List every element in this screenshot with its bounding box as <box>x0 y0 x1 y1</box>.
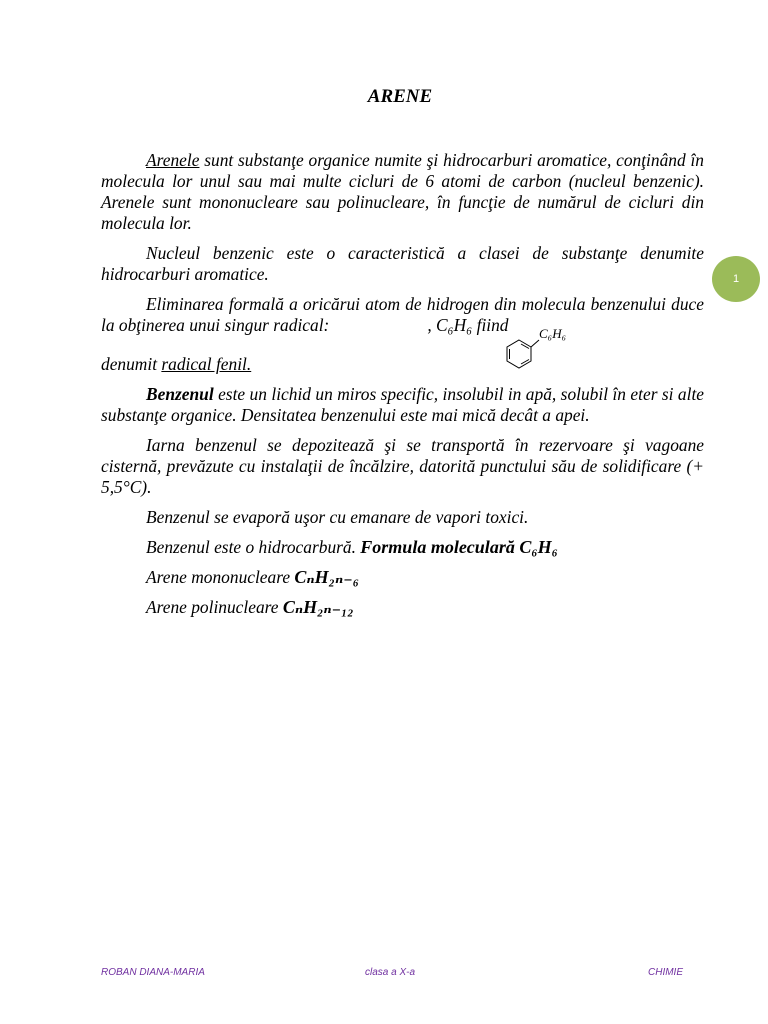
paragraph-fenil <box>101 354 704 375</box>
term-benzenul: Benzenul <box>146 384 214 404</box>
paragraph-benzenul <box>101 384 704 426</box>
footer-subject: CHIMIE <box>648 967 683 978</box>
paragraph-evapora: Benzenul se evaporă uşor cu emanare de vapori toxici. <box>146 507 529 527</box>
formula-mononucleare: CₙH₂ₙ₋₆ <box>294 567 359 587</box>
paragraph-text: denumit <box>101 354 162 374</box>
paragraph-text: este un lichid un miros specific, insolubil in apă, solubil în eter si alte substanţe organice. Densitatea benzenului este mai mică decât a apei. <box>101 384 704 425</box>
page-title: ARENE <box>367 86 433 107</box>
paragraph-nucleul: Nucleul benzenic este o caracteristică a clasei de substanţe denumite hidrocarburi aromatice. <box>101 243 704 284</box>
paragraph-polinucleare <box>101 597 704 618</box>
footer-author: ROBAN DIANA-MARIA <box>101 967 205 978</box>
structure-placeholder <box>329 321 427 331</box>
paragraph-text: Eliminarea formală a oricărui atom de hidrogen din molecula benzenului duce la obţinerea unui singur radical: <box>101 294 704 335</box>
paragraph-arenele <box>101 150 704 234</box>
paragraph-after-structure: , C₆H₆ fiind <box>427 315 509 335</box>
structure-label: C₆H₆ <box>539 326 567 341</box>
paragraph-text: Benzenul este o hidrocarbură. <box>146 537 361 557</box>
paragraph-mononucleare <box>101 567 704 588</box>
footer-class: clasa a X-a <box>365 967 416 978</box>
paragraph-eliminarea <box>101 294 704 336</box>
term-radical-fenil: radical fenil. <box>161 354 252 374</box>
term-arenele: Arenele <box>146 150 200 170</box>
formula-polinucleare: CₙH₂ₙ₋₁₂ <box>282 597 354 617</box>
paragraph-formula <box>101 537 704 558</box>
paragraph-text: Arene polinucleare <box>146 597 283 617</box>
document-body <box>101 150 704 627</box>
benzene-ring-icon <box>501 324 581 379</box>
page-number-badge: 1 <box>712 256 760 302</box>
paragraph-iarna: Iarna benzenul se depozitează şi se transportă în rezervoare şi vagoane cisternă, prevăzute cu instalaţii de încălzire, datorită punctului său de solidificare (+ 5,5°C). <box>101 435 704 497</box>
paragraph-text: Arene mononucleare <box>146 567 295 587</box>
paragraph-text: sunt substanţe organice numite şi hidrocarburi aromatice, conţinând în molecula lor unul sau mai multe cicluri de 6 atomi de carbon (nucleul benzenic). Arenele sunt mononucleare sau polinucleare, în funcţie de numărul de cicluri din molecula lor. <box>101 150 704 233</box>
formula-molecular: Formula moleculară C₆H₆ <box>360 537 558 557</box>
